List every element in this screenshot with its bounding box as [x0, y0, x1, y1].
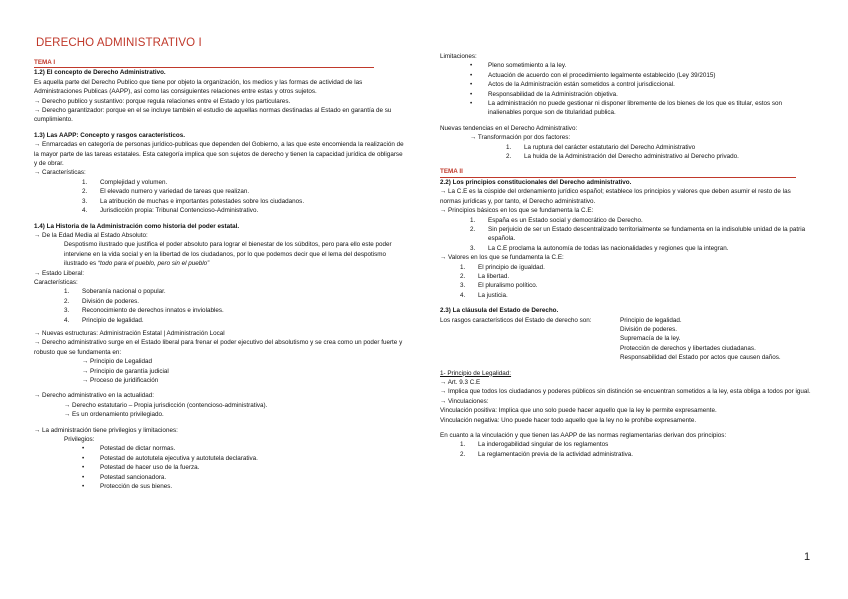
list-item: • Protección de sus bienes. — [82, 483, 173, 491]
list-item: 2. El elevado numero y variedad de tareas que realizan. — [82, 188, 250, 196]
section-1-3-paragraph: → Características: — [34, 169, 86, 177]
legalidad-paragraph: Vinculación negativa: Uno puede hacer todo aquello que la ley no le prohíbe expresamente. — [440, 416, 697, 424]
list-item: • Potestad de hacer uso de la fuerza. — [82, 464, 200, 472]
section-2-2-paragraph: → Principios básicos en los que se fundamenta la C.E: — [440, 207, 594, 215]
list-item: Supremacía de la ley. — [620, 335, 681, 343]
list-item: 1. Soberanía nacional o popular. — [64, 288, 166, 296]
section-1-2-paragraph: → Derecho publico y sustantivo: porque regula relaciones entre el Estado y los particulares. — [34, 97, 291, 105]
actualidad-list — [34, 401, 406, 420]
legalidad-paragraph: → Art. 9.3 C.E — [440, 379, 481, 386]
section-2-2-paragraph: → La C.E es la cúspide del ordenamiento jurídico español; establece los principios y valores que deben asumir el resto de las normas jurídicas y, por tanto, el Derecho administrativo. — [440, 188, 791, 205]
tema-2-heading: TEMA II — [440, 167, 796, 177]
list-item: 2. Sin perjuicio de ser un Estado descentralizado territorialmente se fundamenta en la indisoluble unidad de la patria española. — [470, 225, 806, 243]
list-item: • Pleno sometimiento a la ley. — [470, 62, 567, 70]
right-column — [440, 52, 812, 459]
principios-list — [440, 216, 812, 254]
section-1-4-paragraph: → La administración tiene privilegios y limitaciones: — [34, 426, 178, 434]
list-item: → Principio de Legalidad — [82, 358, 153, 366]
section-1-4-title: 1.4) La Historia de la Administración como historia del poder estatal. — [34, 222, 240, 230]
list-item: • Potestad de autotutela ejecutiva y autotutela declarativa. — [82, 454, 258, 462]
section-1-4-paragraph: Características: — [34, 278, 78, 286]
rasgos-list — [620, 316, 781, 363]
list-item: 2. La huida de la Administración del Derecho administrativo al Derecho privado. — [506, 153, 739, 161]
section-1-2-title: 1.2) El concepto de Derecho Administrativo. — [34, 69, 166, 77]
fundamentos-list — [34, 357, 406, 385]
valores-list — [440, 263, 812, 301]
legalidad-paragraph: En cuanto a la vinculación y que tienen las AAPP de las normas reglamentarias derivan dos principios: — [440, 432, 727, 440]
rasgos-label: Los rasgos característicos del Estado de derecho son: — [440, 316, 592, 324]
section-1-4-paragraph: → Estado Liberal: — [34, 269, 85, 277]
list-item: 4. Principio de legalidad. — [64, 316, 144, 324]
caracteristicas-list — [34, 178, 406, 216]
section-2-2-title: 2.2) Los principios constitucionales del Derecho administrativo. — [440, 178, 632, 186]
list-item: 4. Jurisdicción propia: Tribunal Contencioso-Administrativo. — [82, 207, 259, 215]
page-number: 1 — [804, 551, 811, 563]
section-1-4-paragraph: Despotismo ilustrado que justifica el poder absoluto para lograr el bienestar de los súbditos, pero para ello este poder interviene en la vida social y en la libertad de los ciudadanos, por lo que podemos decir que el lema del despotismo ilustrado es “todo para el pueblo, pero sin el pueblo” — [64, 241, 392, 268]
list-item: 1. España es un Estado social y democrático de Derecho. — [470, 216, 643, 224]
principio-legalidad-title: 1- Principio de Legalidad: — [440, 369, 512, 377]
tema-1-heading: TEMA I — [34, 58, 374, 68]
limitaciones-label: Limitaciones: — [440, 53, 477, 60]
nuevas-tendencias-label: Nuevas tendencias en el Derecho Administrativo: — [440, 124, 578, 132]
nuevas-tendencias-list — [440, 143, 812, 162]
list-item: 1. El principio de igualdad. — [460, 263, 545, 271]
document-title: DERECHO ADMINISTRATIVO I — [36, 37, 202, 49]
list-item: Responsabilidad del Estado por actos que causen daños. — [620, 354, 781, 362]
list-item: 1. Complejidad y volumen. — [82, 178, 168, 186]
list-item: 2. División de poderes. — [64, 297, 140, 305]
rasgos-block — [440, 316, 812, 363]
legalidad-paragraph: → Vinculaciones: — [440, 397, 489, 405]
section-1-4-paragraph: → Derecho administrativo en la actualidad: — [34, 392, 155, 400]
despotismo-quote: “todo para el pueblo, pero sin el pueblo” — [97, 260, 210, 268]
section-1-4-paragraph: → Nuevas estructuras: Administración Estatal | Administración Local — [34, 329, 225, 337]
limitaciones-list — [440, 61, 812, 117]
nuevas-tendencias-arrow: → Transformación por dos factores: — [470, 134, 571, 142]
list-item: 1. La ruptura del carácter estatutario del Derecho Administrativo — [506, 143, 696, 151]
list-item: → Es un ordenamiento privilegiado. — [64, 411, 164, 419]
legalidad-paragraph: Vinculación positiva: Implica que uno solo puede hacer aquello que la ley le permite expresamente. — [440, 407, 717, 415]
left-column — [34, 58, 406, 491]
section-1-3-title: 1.3) Las AAPP: Concepto y rasgos característicos. — [34, 131, 185, 139]
list-item: 2. La libertad. — [460, 272, 510, 280]
list-item: 3. Reconocimiento de derechos innatos e inviolables. — [64, 307, 224, 315]
list-item: • Actuación de acuerdo con el procedimiento legalmente establecido (Ley 39/2015) — [470, 71, 716, 79]
list-item: División de poderes. — [620, 325, 678, 333]
estado-liberal-list — [34, 287, 406, 325]
legalidad-paragraph: → Implica que todos los ciudadanos y poderes públicos sin distinción se encuentran sometidos a la ley, esta obliga a todos por igual. — [440, 388, 811, 396]
section-1-3-paragraph: → Enmarcadas en categoría de personas jurídico-publicas que dependen del Gobierno, a las que este encomienda la realización de la mayor parte de las tareas estatales. Esta categoría implica que son sujetos de derecho y tienen la capacidad jurídica de obligarse y de obrar. — [34, 141, 404, 168]
list-item: • Actos de la Administración están sometidos a control jurisdiccional. — [470, 81, 675, 89]
list-item: → Derecho estatutario – Propia jurisdicción (contencioso-administrativa). — [64, 401, 268, 409]
list-item: → Proceso de juridificación — [82, 377, 159, 384]
list-item: Principio de legalidad. — [620, 316, 682, 324]
section-2-2-paragraph: → Valores en los que se fundamenta la C.E: — [440, 254, 564, 262]
list-item: → Principio de garantía judicial — [82, 367, 169, 375]
list-item: 3. La C.E proclama la autonomía de todas las nacionalidades y regiones que la integran. — [470, 244, 729, 252]
list-item: Protección de derechos y libertades ciudadanas. — [620, 344, 756, 352]
list-item: • Potestad sancionadora. — [82, 473, 167, 481]
section-2-3-title: 2.3) La cláusula del Estado de Derecho. — [440, 307, 559, 315]
list-item: 1. La inderogabilidad singular de los reglamentos — [460, 441, 609, 449]
list-item: 3. La atribución de muchas e importantes potestades sobre los ciudadanos. — [82, 197, 305, 205]
privilegios-label: Privilegios: — [64, 436, 95, 444]
section-1-2-paragraph: Es aquella parte del Derecho Publico que tiene por objeto la organización, los medios y las formas de actividad de las Administraciones Publicas (AAPP), así como las consiguientes relaciones entre estas y otros sujetos. — [34, 78, 363, 96]
list-item: • La administración no puede gestionar ni disponer libremente de los bienes de los que es titular, estos son inalienables porque son de titularidad publica. — [470, 100, 783, 117]
privilegios-list — [34, 444, 406, 491]
section-1-2-paragraph: → Derecho garantizador: porque en el se incluye también el estudio de aquellas normas destinadas al Estado en garantía de su cumplimiento. — [34, 107, 392, 124]
list-item: 2. La reglamentación previa de la actividad administrativa. — [460, 450, 634, 458]
list-item: 3. El pluralismo político. — [460, 282, 538, 290]
section-1-4-paragraph: → De la Edad Media al Estado Absoluto: — [34, 231, 148, 239]
list-item: 4. La justicia. — [460, 291, 508, 299]
section-1-4-paragraph: → Derecho administrativo surge en el Estado liberal para frenar el poder ejecutivo del absolutismo y se crea como un poder fuerte y robusto que se fundamenta en: — [34, 339, 403, 356]
list-item: • Responsabilidad de la Administración objetiva. — [470, 90, 618, 98]
reglamentos-list — [440, 440, 812, 459]
list-item: • Potestad de dictar normas. — [82, 445, 176, 453]
